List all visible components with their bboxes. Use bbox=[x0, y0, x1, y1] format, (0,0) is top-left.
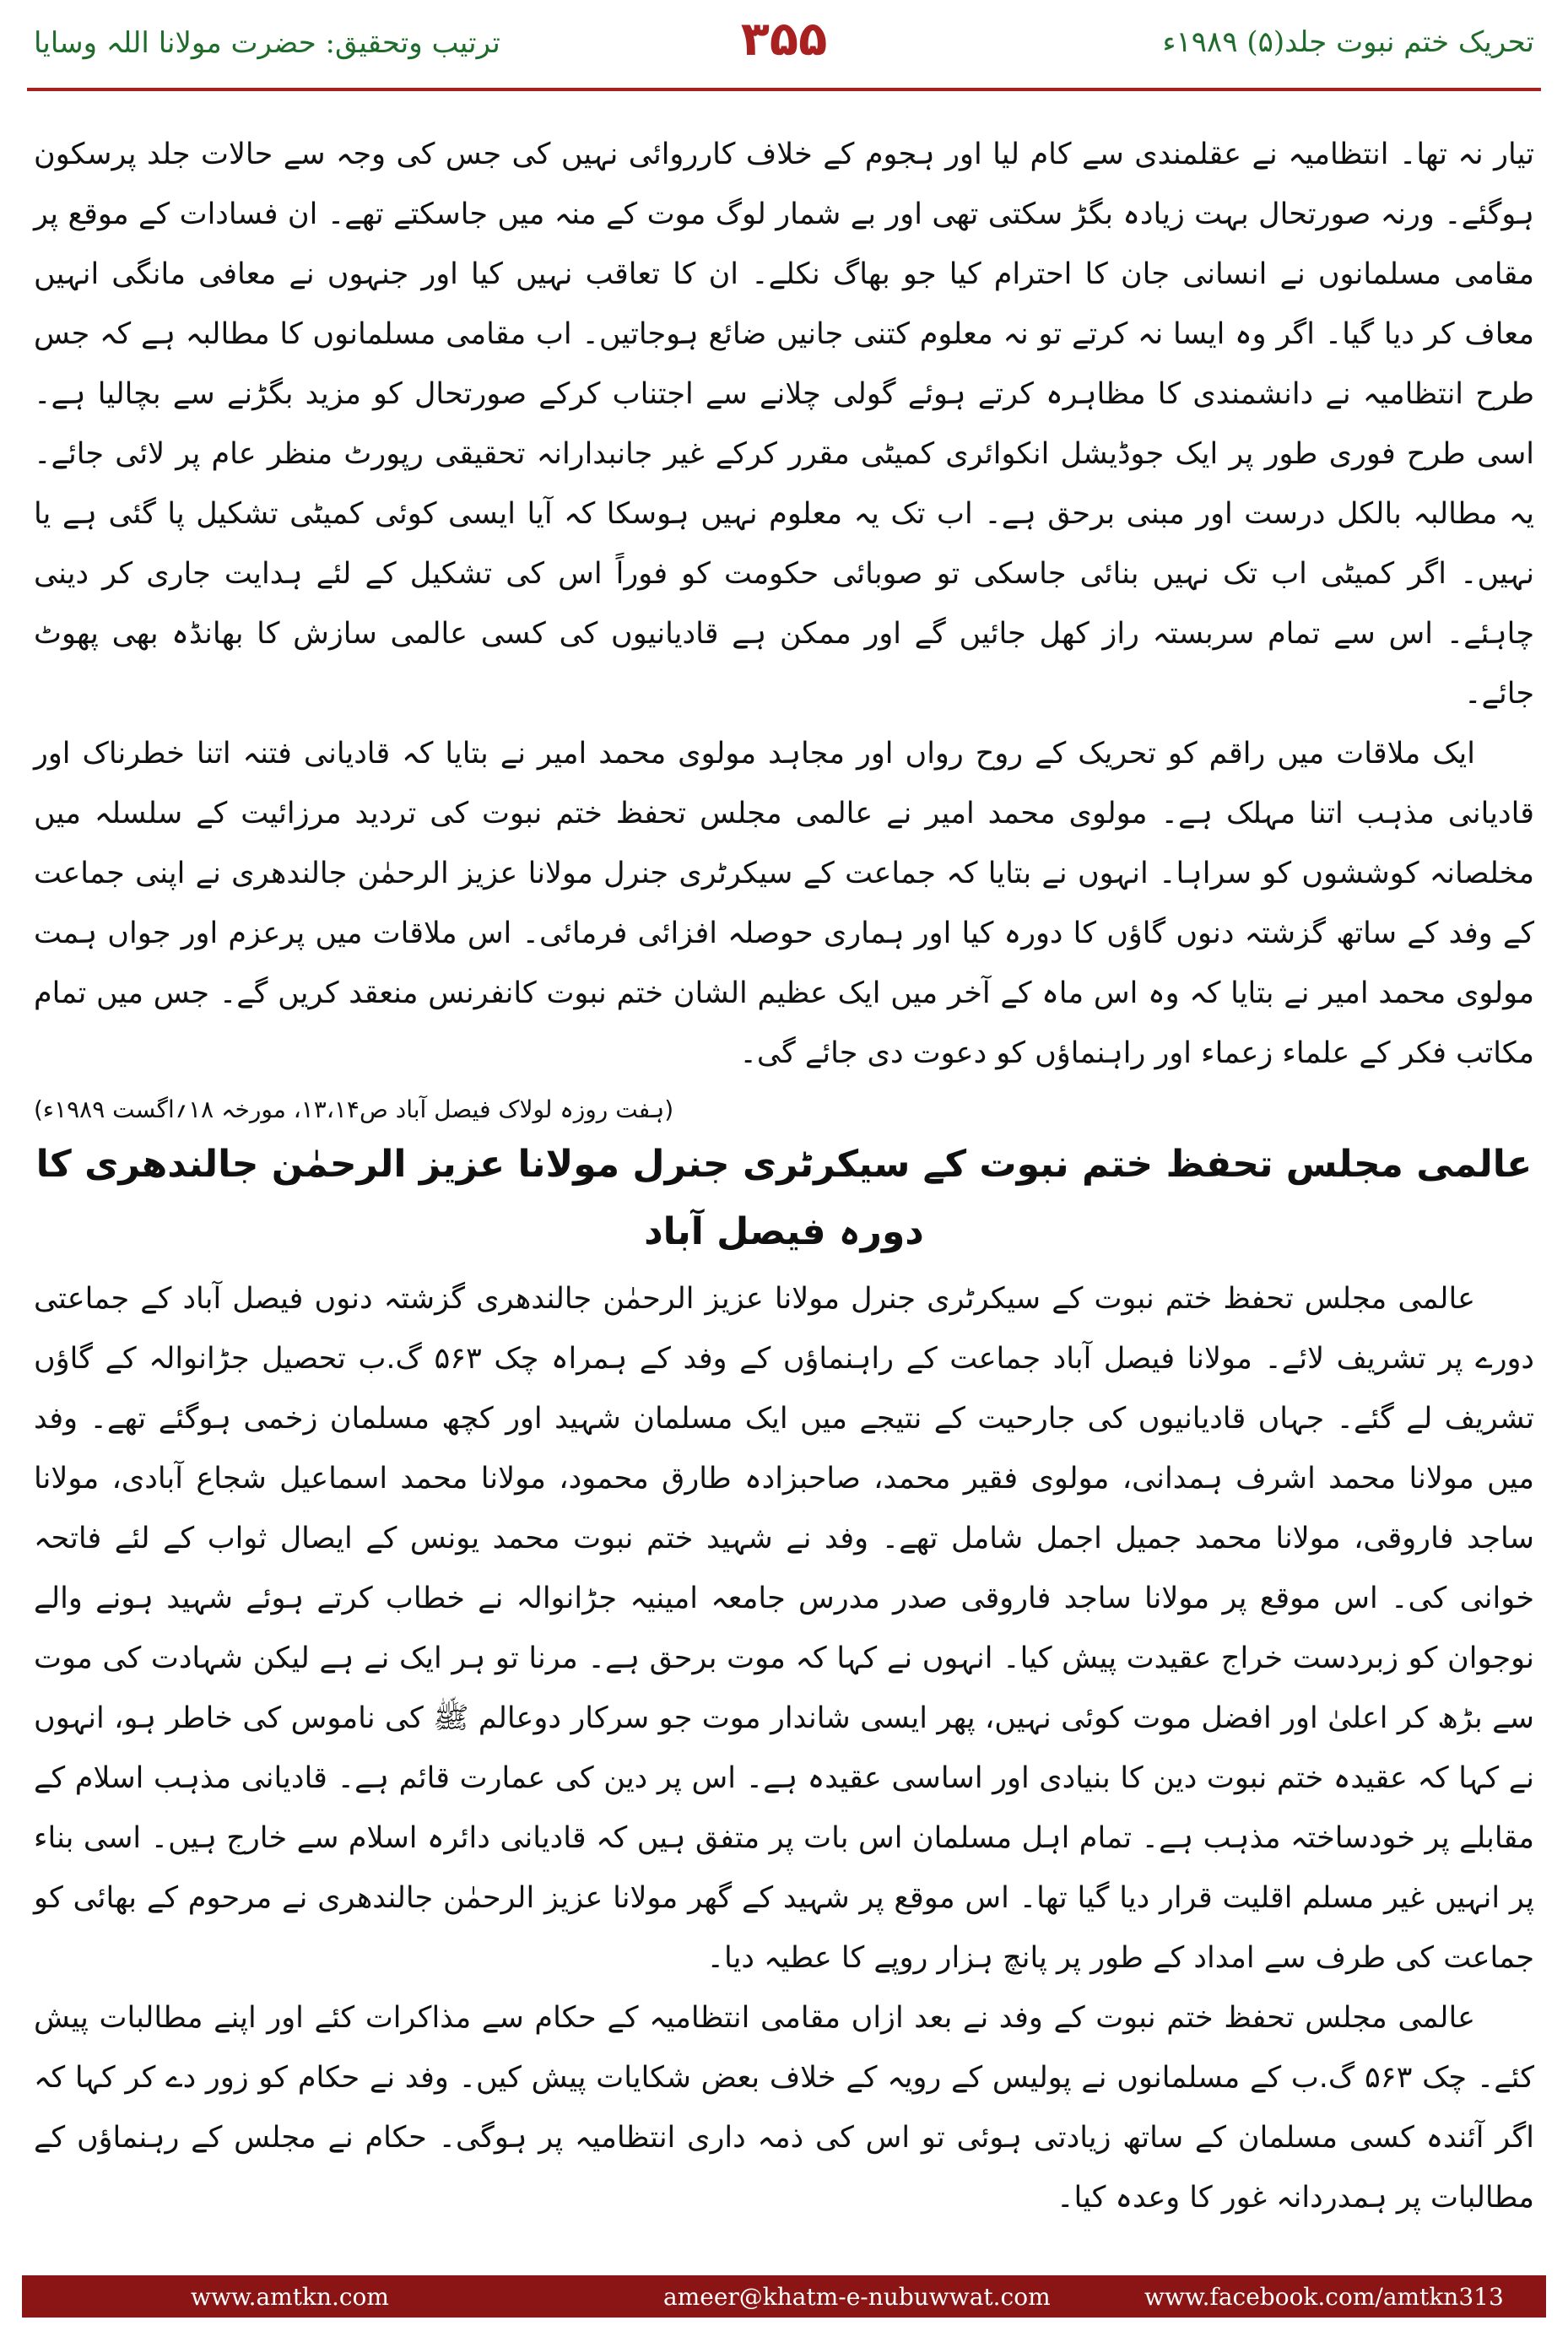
page-header bbox=[0, 0, 1568, 84]
paragraph-1: تیار نہ تھا۔ انتظامیہ نے عقلمندی سے کام لیا اور ہجوم کے خلاف کارروائی نہیں کی جس کی وجہ سے حالات جلد پرسکون ہوگئے۔ ورنہ صورتحال بہت زیادہ بگڑ سکتی تھی اور بے شمار لوگ موت کے منہ میں جاسکتے تھے۔ ان فسادات کے موقع پر مقامی مسلمانوں نے انسانی جان کا احترام کیا جو بھاگ نکلے۔ ان کا تعاقب نہیں کیا اور جنہوں نے معافی مانگی انہیں معاف کر دیا گیا۔ اگر وہ ایسا نہ کرتے تو نہ معلوم کتنی جانیں ضائع ہوجاتیں۔ اب مقامی مسلمانوں کا مطالبہ ہے کہ جس طرح انتظامیہ نے دانشمندی کا مظاہرہ کرتے ہوئے گولی چلانے سے اجتناب کرکے صورتحال کو مزید بگڑنے سے بچالیا ہے۔ اسی طرح فوری طور پر ایک جوڈیشل انکوائری کمیٹی مقرر کرکے غیر جانبدارانہ تحقیقی رپورٹ منظر عام پر لائی جائے۔ یہ مطالبہ بالکل درست اور مبنی برحق ہے۔ اب تک یہ معلوم نہیں ہوسکا کہ آیا ایسی کوئی کمیٹی تشکیل پا گئی ہے یا نہیں۔ اگر کمیٹی اب تک نہیں بنائی جاسکی تو صوبائی حکومت کو فوراً اس کی تشکیل کے لئے ہدایت جاری کر دینی چاہئے۔ اس سے تمام سربستہ راز کھل جائیں گے اور ممکن ہے قادیانیوں کی کسی عالمی سازش کا بھانڈہ بھی پھوٹ جائے۔ bbox=[34, 138, 1534, 711]
page-footer bbox=[22, 2275, 1546, 2318]
page-number: ۳۵۵ bbox=[740, 12, 828, 67]
paragraph-4: عالمی مجلس تحفظ ختم نبوت کے وفد نے بعد ازاں مقامی انتظامیہ کے حکام سے مذاکرات کئے اور اپنے مطالبات پیش کئے۔ چک ۵۶۳ گ.ب کے مسلمانوں نے پولیس کے رویہ کے خلاف بعض شکایات پیش کیں۔ وفد نے حکام کو زور دے کر کہا کہ اگر آئندہ کسی مسلمان کے ساتھ زیادتی ہوئی تو اس کی ذمہ داری انتظامیہ پر ہوگی۔ حکام نے مجلس کے رہنماؤں کے مطالبات پر ہمدردانہ غور کا وعدہ کیا۔ bbox=[34, 2001, 1535, 2215]
source-citation: (ہفت روزہ لولاک فیصل آباد ص۱۳،۱۴، مورخہ ۱۸؍اگست ۱۹۸۹ء) bbox=[34, 1095, 674, 1123]
header-divider bbox=[27, 88, 1541, 91]
footer-email-link[interactable]: ameer@khatm-e-nubuwwat.com bbox=[663, 2283, 1051, 2311]
header-compiler-credit: ترتیب وتحقیق: حضرت مولانا اللہ وسایا bbox=[34, 26, 500, 60]
footer-facebook-link[interactable]: www.facebook.com/amtkn313 bbox=[1144, 2283, 1504, 2311]
footer-website-link[interactable]: www.amtkn.com bbox=[191, 2283, 389, 2311]
article-body bbox=[34, 125, 1534, 2218]
section-headline: عالمی مجلس تحفظ ختم نبوت کے سیکرٹری جنرل مولانا عزیز الرحمٰن جالندھری کا دورہ فیصل آباد bbox=[35, 1143, 1533, 1253]
paragraph-2: ایک ملاقات میں راقم کو تحریک کے روح رواں اور مجاہد مولوی محمد امیر نے بتایا کہ قادیانی فتنہ اتنا خطرناک اور قادیانی مذہب اتنا مہلک ہے۔ مولوی محمد امیر نے عالمی مجلس تحفظ ختم نبوت کی تردید مرزائیت کے سلسلہ میں مخلصانہ کوششوں کو سراہا۔ انہوں نے بتایا کہ جماعت کے سیکرٹری جنرل مولانا عزیز الرحمٰن جالندھری نے اپنی جماعت کے وفد کے ساتھ گزشتہ دنوں گاؤں کا دورہ کیا اور ہماری حوصلہ افزائی فرمائی۔ اس ملاقات میں پرعزم اور جواں ہمت مولوی محمد امیر نے بتایا کہ وہ اس ماہ کے آخر میں ایک عظیم الشان ختم نبوت کانفرنس منعقد کریں گے۔ جس میں تمام مکاتب فکر کے علماء زعماء اور راہنماؤں کو دعوت دی جائے گی۔ bbox=[34, 737, 1534, 1070]
paragraph-3: عالمی مجلس تحفظ ختم نبوت کے سیکرٹری جنرل مولانا عزیز الرحمٰن جالندھری گزشتہ دنوں فیصل آباد کے جماعتی دورے پر تشریف لائے۔ مولانا فیصل آباد جماعت کے راہنماؤں کے وفد کے ہمراہ چک ۵۶۳ گ.ب تحصیل جڑانوالہ کے گاؤں تشریف لے گئے۔ جہاں قادیانیوں کی جارحیت کے نتیجے میں ایک مسلمان شہید اور کچھ مسلمان زخمی ہوگئے تھے۔ وفد میں مولانا محمد اشرف ہمدانی، مولوی فقیر محمد، صاحبزادہ طارق محمود، مولانا محمد اسماعیل شجاع آبادی، مولانا ساجد فاروقی، مولانا محمد جمیل اجمل شامل تھے۔ وفد نے شہید ختم نبوت محمد یونس کے ایصال ثواب کے لئے فاتحہ خوانی کی۔ اس موقع پر مولانا ساجد فاروقی صدر مدرس جامعہ امینیہ جڑانوالہ نے خطاب کرتے ہوئے شہید ہونے والے نوجوان کو زبردست خراج عقیدت پیش کیا۔ انہوں نے کہا کہ موت برحق ہے۔ مرنا تو ہر ایک نے ہے لیکن شہادت کی موت سے بڑھ کر اعلیٰ اور افضل موت کوئی نہیں، پھر ایسی شاندار موت جو سرکار دوعالم ﷺ کی ناموس کی خاطر ہو، انہوں نے کہا کہ عقیدہ ختم نبوت دین کا بنیادی اور اساسی عقیدہ ہے۔ اس پر دین کی عمارت قائم ہے۔ قادیانی مذہب اسلام کے مقابلے پر خودساختہ مذہب ہے۔ تمام اہل مسلمان اس بات پر متفق ہیں کہ قادیانی دائرہ اسلام سے خارج ہیں۔ اسی بناء پر انہیں غیر مسلم اقلیت قرار دیا گیا تھا۔ اس موقع پر شہید کے گھر مولانا عزیز الرحمٰن جالندھری نے مرحوم کے بھائی کو جماعت کی طرف سے امداد کے طور پر پانچ ہزار روپے کا عطیہ دیا۔ bbox=[34, 1282, 1534, 1975]
header-book-title: تحریک ختم نبوت جلد(۵) ۱۹۸۹ء bbox=[1162, 25, 1534, 59]
